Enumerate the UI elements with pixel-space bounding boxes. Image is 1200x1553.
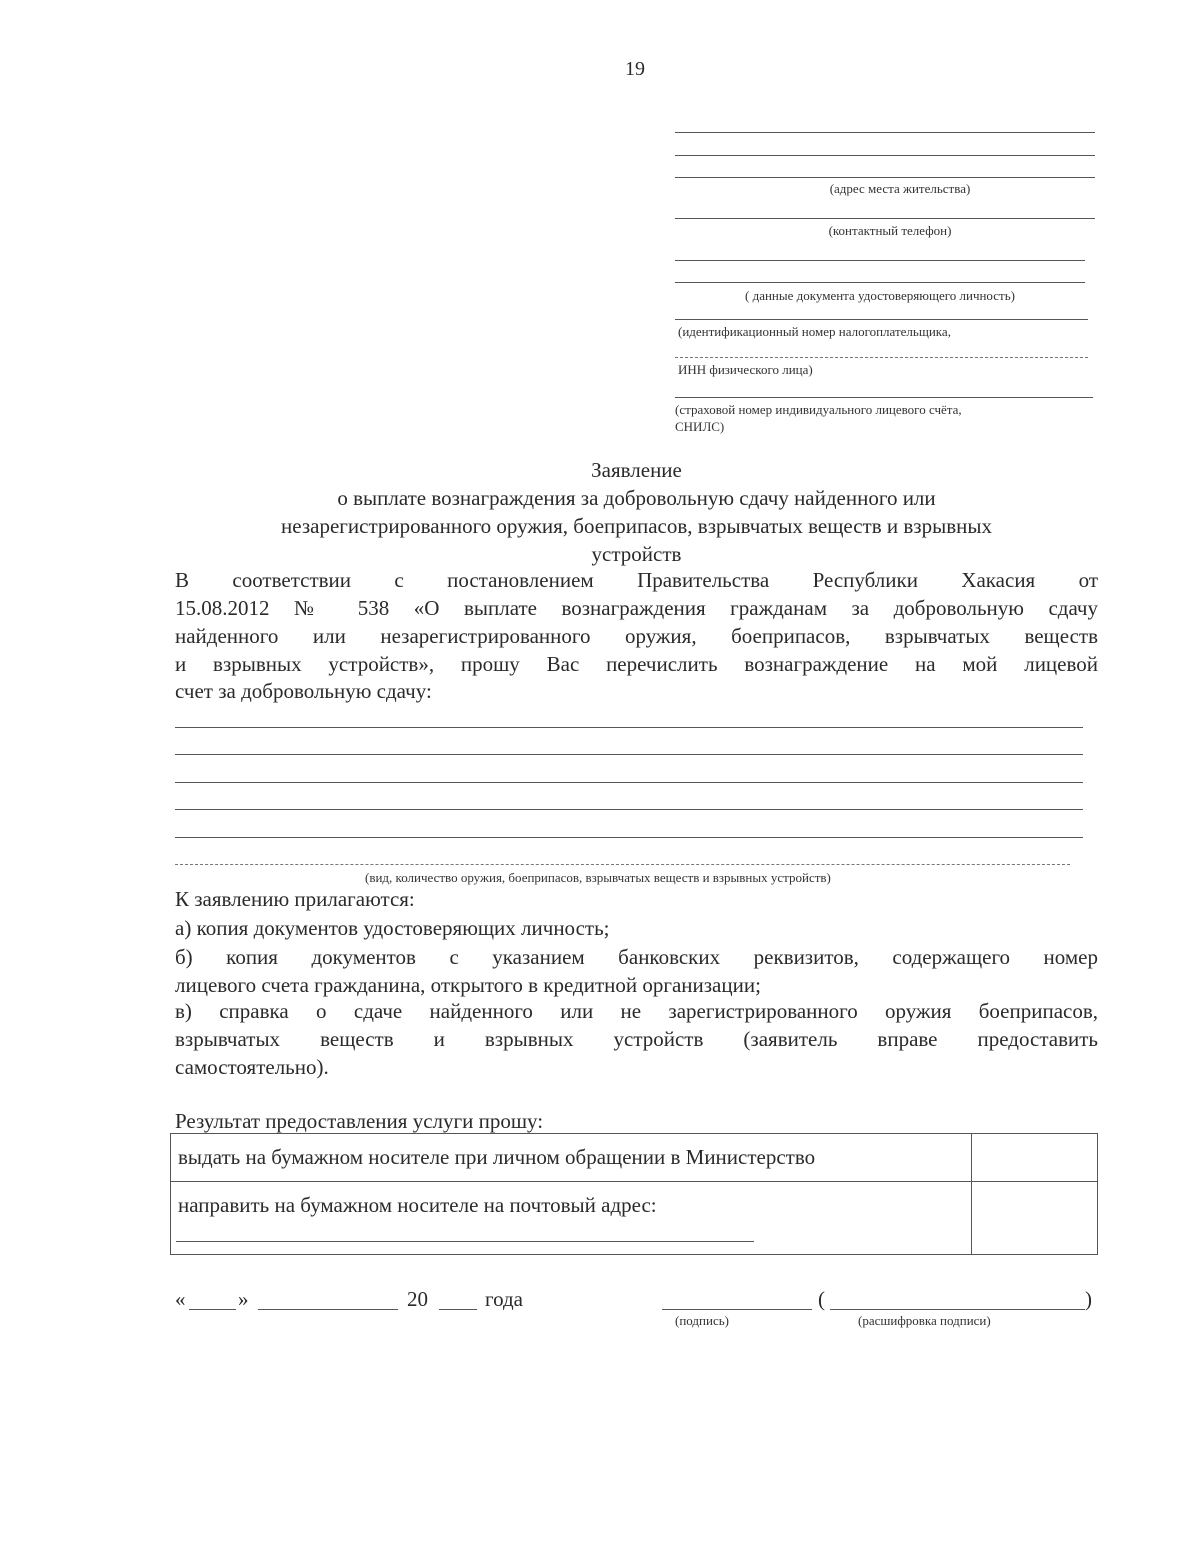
address-line-3[interactable] — [675, 177, 1095, 178]
paragraph-line: 15.08.2012 № 538 «О выплате вознаграждения гражданам за добровольную сдачу — [175, 596, 1098, 620]
document-title: Заявление — [591, 458, 682, 482]
snils-line[interactable] — [675, 397, 1093, 398]
attachment-c-line: в) справка о сдаче найденного или не зарегистрированного оружия боеприпасов, — [175, 999, 1098, 1023]
address-line-2[interactable] — [675, 155, 1095, 156]
items-line-5[interactable] — [175, 837, 1083, 838]
signature-decode-caption: (расшифровка подписи) — [858, 1313, 991, 1328]
signature-field[interactable] — [662, 1309, 812, 1310]
snils-caption-1: (страховой номер индивидуального лицевого счёта, — [675, 402, 962, 417]
inn-caption-1: (идентификационный номер налогоплательщика, — [678, 324, 951, 339]
date-year-field[interactable] — [439, 1309, 477, 1310]
attachment-b-line: б) копия документов с указанием банковских реквизитов, содержащего номер — [175, 945, 1098, 969]
attachment-a: а) копия документов удостоверяющих личность; — [175, 916, 610, 940]
items-line-4[interactable] — [175, 809, 1083, 810]
paren-open: ( — [818, 1287, 825, 1311]
document-subtitle-1: о выплате вознаграждения за добровольную сдачу найденного или — [337, 486, 936, 510]
inn-line[interactable] — [675, 319, 1088, 320]
date-day-field[interactable] — [189, 1309, 236, 1310]
option-mail-checkbox[interactable] — [972, 1182, 1097, 1254]
date-open-quote: « — [175, 1287, 186, 1311]
inn-caption-2: ИНН физического лица) — [678, 362, 813, 377]
signature-decode-field[interactable] — [830, 1309, 1085, 1310]
items-line-2[interactable] — [175, 754, 1083, 755]
result-options-table — [170, 1133, 1098, 1255]
id-doc-line-2[interactable] — [675, 282, 1085, 283]
snils-caption-2: СНИЛС) — [675, 419, 725, 434]
document-subtitle-3: устройств — [591, 542, 682, 566]
items-caption: (вид, количество оружия, боеприпасов, взрывчатых веществ и взрывных устройств) — [365, 870, 831, 885]
document-subtitle-2: незарегистрированного оружия, боеприпасов, взрывчатых веществ и взрывных — [281, 514, 992, 538]
year-suffix: года — [485, 1287, 523, 1311]
paragraph-line: счет за добровольную сдачу: — [175, 679, 432, 703]
page-number: 19 — [625, 58, 645, 80]
year-prefix: 20 — [407, 1287, 428, 1311]
option-in-person-checkbox[interactable] — [972, 1134, 1097, 1181]
postal-address-line[interactable] — [176, 1241, 754, 1242]
paren-close: ) — [1085, 1287, 1092, 1311]
paragraph-line: и взрывных устройств», прошу Вас перечислить вознаграждение на мой лицевой — [175, 652, 1098, 676]
attachment-c-line: взрывчатых веществ и взрывных устройств (заявитель вправе предоставить — [175, 1027, 1098, 1051]
date-month-field[interactable] — [258, 1309, 398, 1310]
attachment-b-line: лицевого счета гражданина, открытого в кредитной организации; — [175, 973, 761, 997]
phone-line[interactable] — [675, 218, 1095, 219]
paragraph-line: В соответствии с постановлением Правительства Республики Хакасия от — [175, 568, 1098, 592]
option-mail-label: направить на бумажном носителе на почтовый адрес: — [178, 1193, 657, 1217]
attachment-c-line: самостоятельно). — [175, 1055, 329, 1079]
result-heading: Результат предоставления услуги прошу: — [175, 1109, 544, 1133]
items-line-6[interactable] — [175, 864, 1070, 865]
paragraph-line: найденного или незарегистрированного оружия, боеприпасов, взрывчатых веществ — [175, 624, 1098, 648]
address-caption: (адрес места жительства) — [829, 181, 971, 196]
address-line-1[interactable] — [675, 132, 1095, 133]
items-line-1[interactable] — [175, 727, 1083, 728]
option-in-person-label: выдать на бумажном носителе при личном обращении в Министерство — [178, 1145, 816, 1169]
id-doc-caption: ( данные документа удостоверяющего личность) — [745, 288, 1015, 303]
items-line-3[interactable] — [175, 782, 1083, 783]
signature-caption: (подпись) — [675, 1313, 729, 1328]
phone-caption: (контактный телефон) — [828, 223, 952, 238]
attachments-heading: К заявлению прилагаются: — [175, 887, 415, 911]
date-close-quote: » — [238, 1287, 249, 1311]
inn-line-2[interactable] — [675, 357, 1088, 358]
id-doc-line-1[interactable] — [675, 260, 1085, 261]
